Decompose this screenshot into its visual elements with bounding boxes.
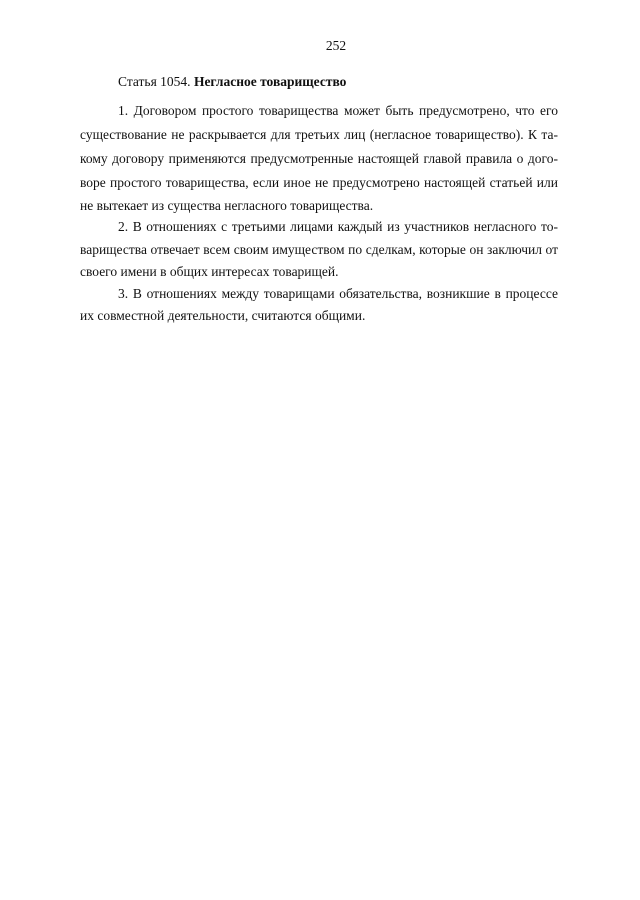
paragraph-1-line-5: не вытекает из существа негласного товарищества.	[80, 198, 374, 213]
paragraph-3-line-1: 3. В отношениях между товарищами обязательства, возникшие в процессе	[118, 286, 558, 301]
paragraph-1-line-1: 1. Договором простого товарищества может быть предусмотрено, что его	[118, 103, 558, 118]
article-title: Негласное товарищество	[193, 74, 347, 89]
paragraph-1-line-2: существование не раскрывается для третьих лиц (негласное товарищество). К та-	[80, 127, 558, 142]
paragraph-2-line-3: своего имени в общих интересах товарищей.	[80, 264, 339, 279]
article-number: Статья 1054.	[118, 74, 191, 89]
paragraph-1-line-4: воре простого товарищества, если иное не предусмотрено настоящей статьей или	[80, 175, 558, 190]
paragraph-2-line-2: варищества отвечает всем своим имуществом по сделкам, которые он заключил от	[80, 242, 558, 257]
page-number: 252	[325, 38, 347, 53]
article-heading	[118, 74, 346, 90]
paragraph-3-line-2: их совместной деятельности, считаются общими.	[80, 308, 366, 323]
paragraph-1-line-3: кому договору применяются предусмотренные настоящей главой правила о дого-	[80, 151, 558, 166]
paragraph-2-line-1: 2. В отношениях с третьими лицами каждый из участников негласного то-	[118, 219, 558, 234]
